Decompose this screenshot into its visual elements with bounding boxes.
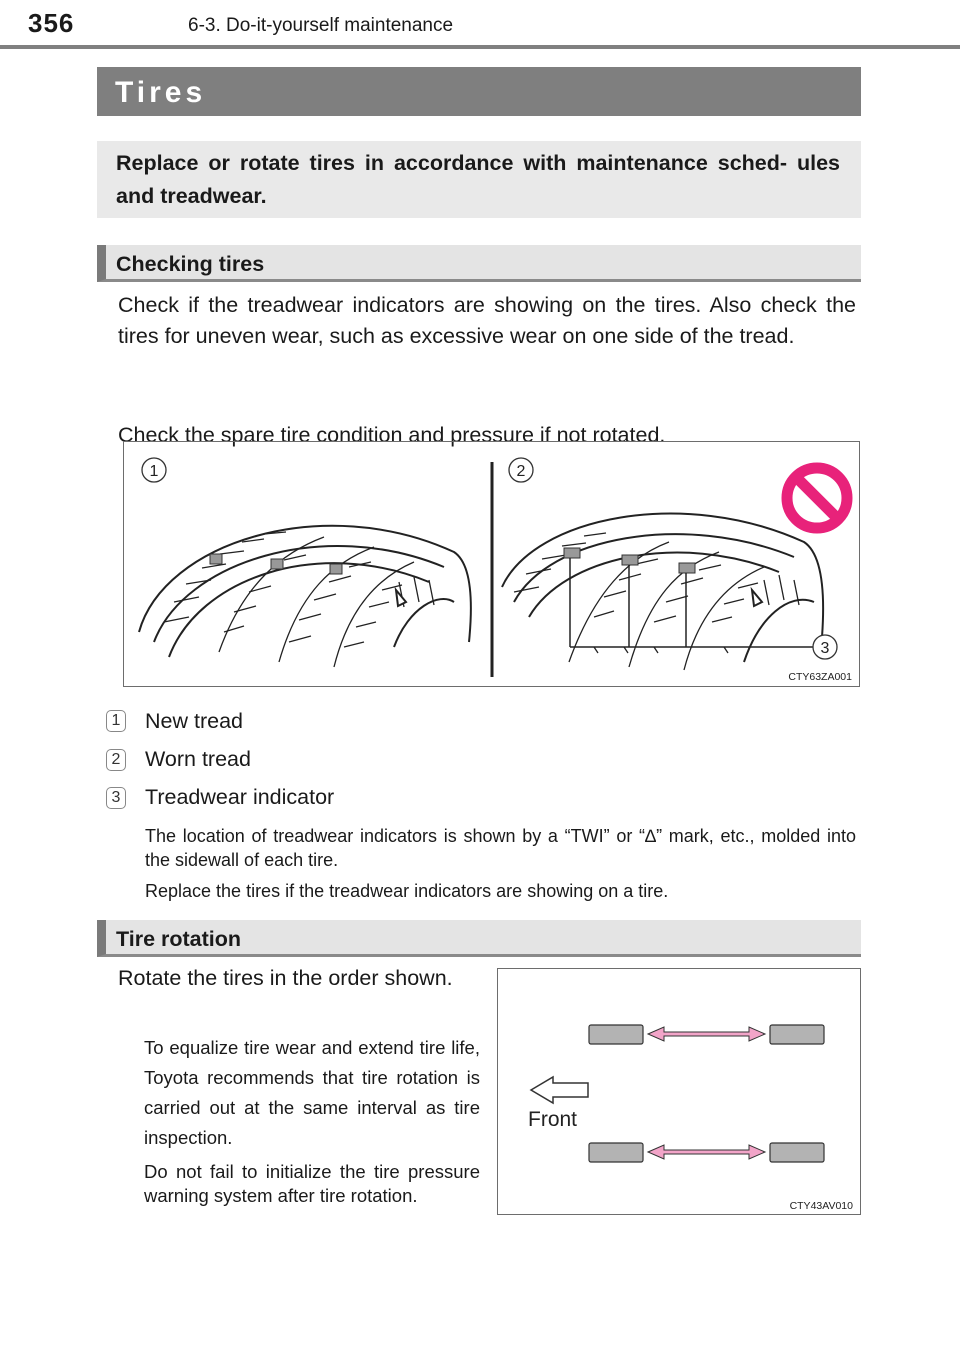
paragraph-check-treadwear: Check if the treadwear indicators are showing on the tires. Also check the tires for uneven wear, such as excessive wear on one side of the tread. [118,293,856,348]
callout-label: 3 [820,640,830,657]
section-heading-tire-rotation [97,920,861,957]
figure-code: CTY43AV010 [789,1200,853,1212]
legend-new-tread: New tread [145,709,243,733]
rotation-arrow-rear [648,1145,765,1159]
note-rotation-interval: To equalize tire wear and extend tire life, Toyota recommends that tire rotation is carried out at the same interval as tire inspection. [144,1037,480,1148]
page-number: 356 [28,8,75,38]
front-arrow-icon [531,1077,588,1103]
front-label: Front [528,1108,578,1131]
paragraph-spare-tire: Check the spare tire condition and pressure if not rotated. [118,423,666,447]
legend-number: 2 [106,749,126,771]
tire-rotation-figure [497,968,861,1215]
page-title: Tires [115,76,207,109]
intro-text: Replace or rotate tires in accordance with maintenance sched- ules and treadwear. [116,151,840,208]
paragraph-rotate-tires: Rotate the tires in the order shown. [118,966,453,990]
note-initialize-tpws: Do not fail to initialize the tire pressure warning system after tire rotation. [144,1161,480,1206]
heading-label: Tire rotation [116,927,242,951]
tire-tread-illustration [124,442,859,686]
rotation-arrow-front [648,1027,765,1041]
tire-tread-figure [123,441,860,687]
tire-front-left [589,1025,643,1044]
section-heading-checking-tires [97,245,861,282]
legend-number: 1 [106,710,126,732]
tire-front-right [770,1025,824,1044]
section-title: 6-3. Do-it-yourself maintenance [188,15,454,36]
tire-rear-left [589,1143,643,1162]
legend-worn-tread: Worn tread [145,747,251,771]
title-bar [97,67,861,116]
header-divider [0,45,960,49]
figure-code: CTY63ZA001 [788,671,852,683]
tire-rotation-diagram [498,969,860,1214]
note-treadwear-location: The location of treadwear indicators is shown by a “TWI” or “∆” mark, etc., molded into the sidewall of each tire. [145,826,856,870]
tire-worn-tread [502,514,823,670]
legend-treadwear-indicator: Treadwear indicator [145,785,335,809]
heading-label: Checking tires [116,252,265,276]
note-replace-tires: Replace the tires if the treadwear indicators are showing on a tire. [145,881,669,901]
tire-new-tread [139,526,471,667]
intro-box [97,141,861,218]
legend-number: 3 [106,787,126,809]
tire-rear-right [770,1143,824,1162]
prohibited-icon [787,468,847,528]
callout-label: 1 [149,463,159,480]
callout-label: 2 [516,463,526,480]
